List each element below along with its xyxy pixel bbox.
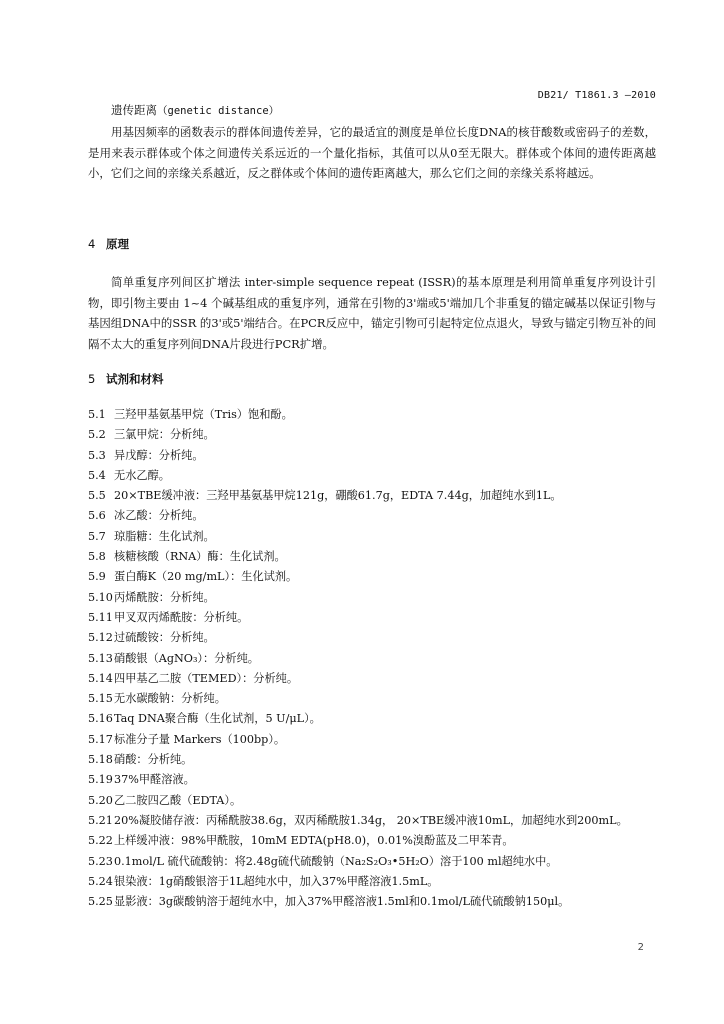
section-4-title: 原理 [106, 237, 129, 251]
page-number: 2 [637, 942, 644, 953]
list-item: 5.14四甲基乙二胺（TEMED）：分析纯。 [88, 671, 299, 685]
list-item: 5.2 三氯甲烷：分析纯。 [88, 428, 215, 442]
list-item: 5.7 琼脂糖：生化试剂。 [88, 529, 215, 543]
term-zh: 遗传距离 [111, 103, 157, 117]
section-5-number: 5 [88, 372, 96, 386]
list-item: 5.12过硫酸铵：分析纯。 [88, 631, 215, 645]
list-item: 5.17标准分子量 Markers（100bp）。 [88, 732, 286, 746]
list-item: 5.2120%凝胶储存液：丙稀酰胺38.6g，双丙稀酰胺1.34g， 20×TBE缓冲液10mL，加超纯水到200mL。 [88, 813, 628, 827]
list-item: 5.1 三羟甲基氨基甲烷（Tris）饱和酚。 [88, 408, 293, 421]
list-item: 5.10丙烯酰胺：分析纯。 [88, 590, 215, 604]
list-item: 5.24银染液：1g硝酸银溶于1L超纯水中，加入37%甲醛溶液1.5mL。 [88, 874, 439, 888]
list-item: 5.230.1mol/L 硫代硫酸钠：将2.48g硫代硫酸钠（Na₂S₂O₃•5H₂O）溶于100 ml超纯水中。 [88, 854, 558, 868]
section-4-heading [88, 236, 129, 252]
list-item: 5.5 20×TBE缓冲液：三羟甲基氨基甲烷121g，硼酸61.7g，EDTA 7.44g，加超纯水到1L。 [88, 489, 562, 503]
list-item: 5.22上样缓冲液：98%甲酰胺，10mM EDTA(pH8.0)，0.01%溴酚蓝及二甲苯青。 [88, 834, 514, 848]
list-item: 5.6 冰乙酸：分析纯。 [88, 509, 204, 523]
list-item: 5.16Taq DNA聚合酶（生化试剂，5 U/μL）。 [88, 712, 321, 726]
list-item: 5.11甲叉双丙烯酰胺：分析纯。 [88, 610, 249, 624]
term-en: （genetic distance） [157, 105, 280, 117]
list-item: 5.4 无水乙醇。 [88, 468, 170, 482]
list-item: 5.3 异戊醇：分析纯。 [88, 448, 204, 462]
list-item: 5.25显影液：3g碳酸钠溶于超纯水中，加入37%甲醛溶液1.5ml和0.1mol/L硫代硫酸钠150μl。 [88, 895, 570, 909]
definition-paragraph: 用基因频率的函数表示的群体间遗传差异，它的最适宜的测度是单位长度DNA的核苷酸数或密码子的差数，是用来表示群体或个体之间遗传关系远近的一个量化指标，其值可以从0至无限大。群体或个体间的遗传距离越小，它们之间的亲缘关系越近，反之群体或个体间的遗传距离越大，那么它们之间的亲缘关系将越远。 [88, 125, 656, 180]
list-item: 5.9 蛋白酶K（20 mg/mL）：生化试剂。 [88, 570, 298, 584]
principle-paragraph: 简单重复序列间区扩增法 inter-simple sequence repeat (ISSR)的基本原理是利用简单重复序列设计引物，即引物主要由 1~4 个碱基组成的重复序列，通常在引物的3'端或5'端加几个非重复的锚定碱基以保证引物与基因组DNA中的SSR 的3'或5'端结合。在PCR反应中，锚定引物可引起特定位点退火，导致与锚定引物互补的间隔不太大的重复序列间DNA片段进行PCR扩增。 [88, 275, 656, 351]
list-item: 5.20乙二胺四乙酸（EDTA）。 [88, 793, 242, 807]
list-item: 5.1937%甲醛溶液。 [88, 773, 195, 787]
list-item: 5.8 核糖核酸（RNA）酶：生化试剂。 [88, 550, 286, 564]
section-5-heading [88, 371, 164, 387]
section-5-title: 试剂和材料 [106, 372, 164, 386]
document-id: DB21/ T1861.3 —2010 [537, 90, 656, 101]
list-item: 5.18硝酸：分析纯。 [88, 753, 193, 767]
list-item: 5.13硝酸银（AgNO₃）：分析纯。 [88, 651, 259, 665]
term-title [111, 102, 279, 118]
section-4-number: 4 [88, 237, 96, 251]
reagent-list [88, 405, 658, 912]
list-item: 5.15无水碳酸钠：分析纯。 [88, 692, 226, 706]
